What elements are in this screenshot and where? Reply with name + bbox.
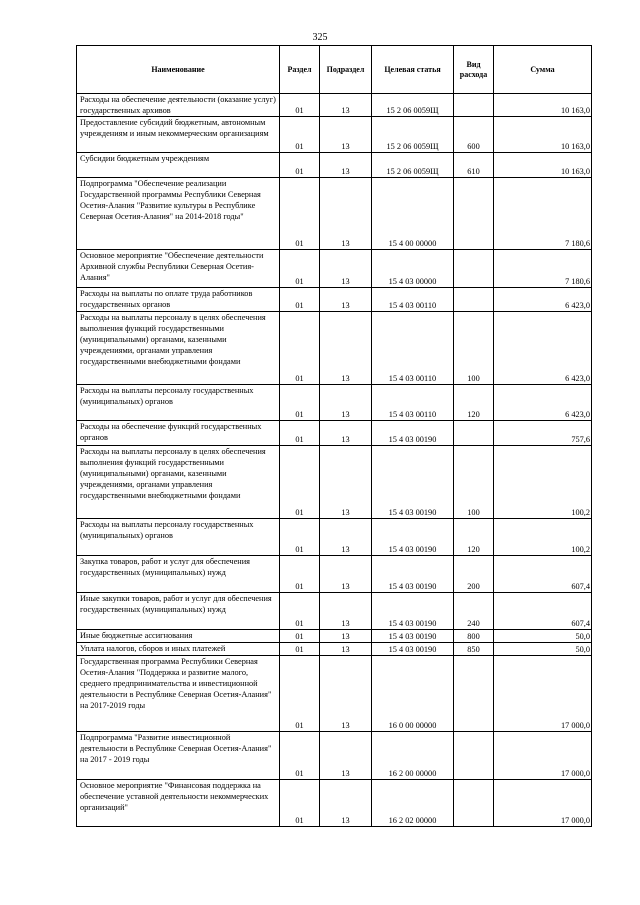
header-subsection: Подраздел — [320, 46, 372, 94]
row-target: 15 2 06 0059Щ — [372, 153, 454, 178]
row-section: 01 — [280, 117, 320, 153]
row-target: 15 2 06 0059Щ — [372, 117, 454, 153]
table-row — [77, 117, 592, 153]
row-subsection: 13 — [320, 630, 372, 643]
row-subsection: 13 — [320, 519, 372, 556]
row-name: Субсидии бюджетным учреждениям — [77, 153, 280, 178]
row-subsection: 13 — [320, 780, 372, 827]
row-subsection: 13 — [320, 312, 372, 385]
row-section: 01 — [280, 421, 320, 446]
row-type — [454, 288, 494, 312]
row-section: 01 — [280, 250, 320, 288]
row-section: 01 — [280, 288, 320, 312]
row-section: 01 — [280, 643, 320, 656]
row-type: 120 — [454, 385, 494, 421]
header-sum: Сумма — [494, 46, 592, 94]
row-target: 15 4 03 00190 — [372, 556, 454, 593]
row-name: Расходы на обеспечение функций государственных органов — [77, 421, 280, 446]
row-section: 01 — [280, 780, 320, 827]
row-target: 15 4 00 00000 — [372, 178, 454, 250]
table-row — [77, 94, 592, 117]
row-subsection: 13 — [320, 732, 372, 780]
row-section: 01 — [280, 94, 320, 117]
row-target: 15 4 03 00110 — [372, 312, 454, 385]
table-row — [77, 656, 592, 732]
table-row — [77, 643, 592, 656]
row-target: 15 4 03 00190 — [372, 421, 454, 446]
row-sum: 6 423,0 — [494, 312, 592, 385]
row-sum: 100,2 — [494, 519, 592, 556]
row-subsection: 13 — [320, 385, 372, 421]
row-subsection: 13 — [320, 288, 372, 312]
header-target: Целевая статья — [372, 46, 454, 94]
row-type: 100 — [454, 312, 494, 385]
row-section: 01 — [280, 630, 320, 643]
row-type: 600 — [454, 117, 494, 153]
row-sum: 10 163,0 — [494, 117, 592, 153]
row-type — [454, 250, 494, 288]
row-type: 610 — [454, 153, 494, 178]
row-name: Расходы на выплаты персоналу в целях обеспечения выполнения функций государственными (муниципальными) органами, казенными учреждениями, органами управления государственными внебюджетными фондами — [77, 446, 280, 519]
table-row — [77, 288, 592, 312]
row-subsection: 13 — [320, 446, 372, 519]
row-section: 01 — [280, 732, 320, 780]
row-sum: 50,0 — [494, 643, 592, 656]
row-target: 15 4 03 00190 — [372, 630, 454, 643]
row-type: 850 — [454, 643, 494, 656]
table-row — [77, 446, 592, 519]
row-section: 01 — [280, 556, 320, 593]
row-name: Государственная программа Республики Северная Осетия-Алания "Поддержка и развитие малого, среднего предпринимательства и инвестиционной деятельности в Республике Северная Осетия-Алания" на 2017-2019 годы — [77, 656, 280, 732]
table-row — [77, 780, 592, 827]
table-row — [77, 630, 592, 643]
row-subsection: 13 — [320, 643, 372, 656]
row-type — [454, 178, 494, 250]
table-header — [77, 46, 592, 94]
row-type: 800 — [454, 630, 494, 643]
row-target: 15 4 03 00110 — [372, 385, 454, 421]
row-section: 01 — [280, 385, 320, 421]
row-name: Расходы на обеспечение деятельности (оказание услуг) государственных архивов — [77, 94, 280, 117]
row-target: 15 4 03 00190 — [372, 519, 454, 556]
row-sum: 607,4 — [494, 593, 592, 630]
row-type — [454, 656, 494, 732]
page-number: 325 — [312, 32, 328, 43]
row-subsection: 13 — [320, 421, 372, 446]
row-section: 01 — [280, 446, 320, 519]
table-row — [77, 732, 592, 780]
row-sum: 7 180,6 — [494, 178, 592, 250]
row-target: 15 4 03 00190 — [372, 446, 454, 519]
row-target: 15 4 03 00110 — [372, 288, 454, 312]
row-subsection: 13 — [320, 153, 372, 178]
row-name: Иные закупки товаров, работ и услуг для обеспечения государственных (муниципальных) нужд — [77, 593, 280, 630]
row-section: 01 — [280, 312, 320, 385]
row-section: 01 — [280, 178, 320, 250]
row-target: 15 4 03 00190 — [372, 593, 454, 630]
row-sum: 17 000,0 — [494, 732, 592, 780]
row-sum: 100,2 — [494, 446, 592, 519]
table-row — [77, 556, 592, 593]
row-sum: 607,4 — [494, 556, 592, 593]
table-row — [77, 385, 592, 421]
row-section: 01 — [280, 656, 320, 732]
row-subsection: 13 — [320, 250, 372, 288]
row-target: 15 4 03 00190 — [372, 643, 454, 656]
row-target: 15 2 06 0059Щ — [372, 94, 454, 117]
table-row — [77, 178, 592, 250]
budget-table — [76, 45, 592, 827]
row-name: Уплата налогов, сборов и иных платежей — [77, 643, 280, 656]
row-sum: 50,0 — [494, 630, 592, 643]
row-name: Подпрограмма "Обеспечение реализации Государственной программы Республики Северная Осетия-Алания "Развитие культуры в Республике Северная Осетия-Алания" на 2014-2018 годы" — [77, 178, 280, 250]
row-target: 16 2 00 00000 — [372, 732, 454, 780]
row-sum: 10 163,0 — [494, 153, 592, 178]
row-type: 240 — [454, 593, 494, 630]
row-name: Предоставление субсидий бюджетным, автономным учреждениям и иным некоммерческим организациям — [77, 117, 280, 153]
row-name: Расходы на выплаты персоналу государственных (муниципальных) органов — [77, 385, 280, 421]
table-row — [77, 250, 592, 288]
row-subsection: 13 — [320, 656, 372, 732]
row-type — [454, 780, 494, 827]
row-name: Основное мероприятие "Обеспечение деятельности Архивной службы Республики Северная Осетия-Алания" — [77, 250, 280, 288]
table-row — [77, 421, 592, 446]
header-type: Вид расхода — [454, 46, 494, 94]
row-section: 01 — [280, 519, 320, 556]
row-sum: 10 163,0 — [494, 94, 592, 117]
row-target: 16 2 02 00000 — [372, 780, 454, 827]
row-sum: 7 180,6 — [494, 250, 592, 288]
row-name: Подпрограмма "Развитие инвестиционной деятельности в Республике Северная Осетия-Алания" на 2017 - 2019 годы — [77, 732, 280, 780]
row-sum: 757,6 — [494, 421, 592, 446]
row-type: 200 — [454, 556, 494, 593]
row-subsection: 13 — [320, 556, 372, 593]
row-type: 120 — [454, 519, 494, 556]
row-subsection: 13 — [320, 178, 372, 250]
table-row — [77, 153, 592, 178]
row-section: 01 — [280, 593, 320, 630]
table-row — [77, 593, 592, 630]
row-name: Расходы на выплаты персоналу государственных (муниципальных) органов — [77, 519, 280, 556]
header-name: Наименование — [77, 46, 280, 94]
table-body — [77, 94, 592, 827]
table-row — [77, 519, 592, 556]
row-target: 15 4 03 00000 — [372, 250, 454, 288]
row-sum: 17 000,0 — [494, 656, 592, 732]
row-subsection: 13 — [320, 117, 372, 153]
row-name: Иные бюджетные ассигнования — [77, 630, 280, 643]
row-type — [454, 421, 494, 446]
row-sum: 6 423,0 — [494, 288, 592, 312]
row-sum: 17 000,0 — [494, 780, 592, 827]
row-sum: 6 423,0 — [494, 385, 592, 421]
row-section: 01 — [280, 153, 320, 178]
row-target: 16 0 00 00000 — [372, 656, 454, 732]
row-name: Закупка товаров, работ и услуг для обеспечения государственных (муниципальных) нужд — [77, 556, 280, 593]
row-name: Основное мероприятие "Финансовая поддержка на обеспечение уставной деятельности некоммерческих организаций" — [77, 780, 280, 827]
row-type: 100 — [454, 446, 494, 519]
row-name: Расходы на выплаты по оплате труда работников государственных органов — [77, 288, 280, 312]
table-row — [77, 312, 592, 385]
row-type — [454, 732, 494, 780]
row-type — [454, 94, 494, 117]
row-subsection: 13 — [320, 94, 372, 117]
row-subsection: 13 — [320, 593, 372, 630]
row-name: Расходы на выплаты персоналу в целях обеспечения выполнения функций государственными (муниципальными) органами, казенными учреждениями, органами управления государственными внебюджетными фондами — [77, 312, 280, 385]
header-section: Раздел — [280, 46, 320, 94]
